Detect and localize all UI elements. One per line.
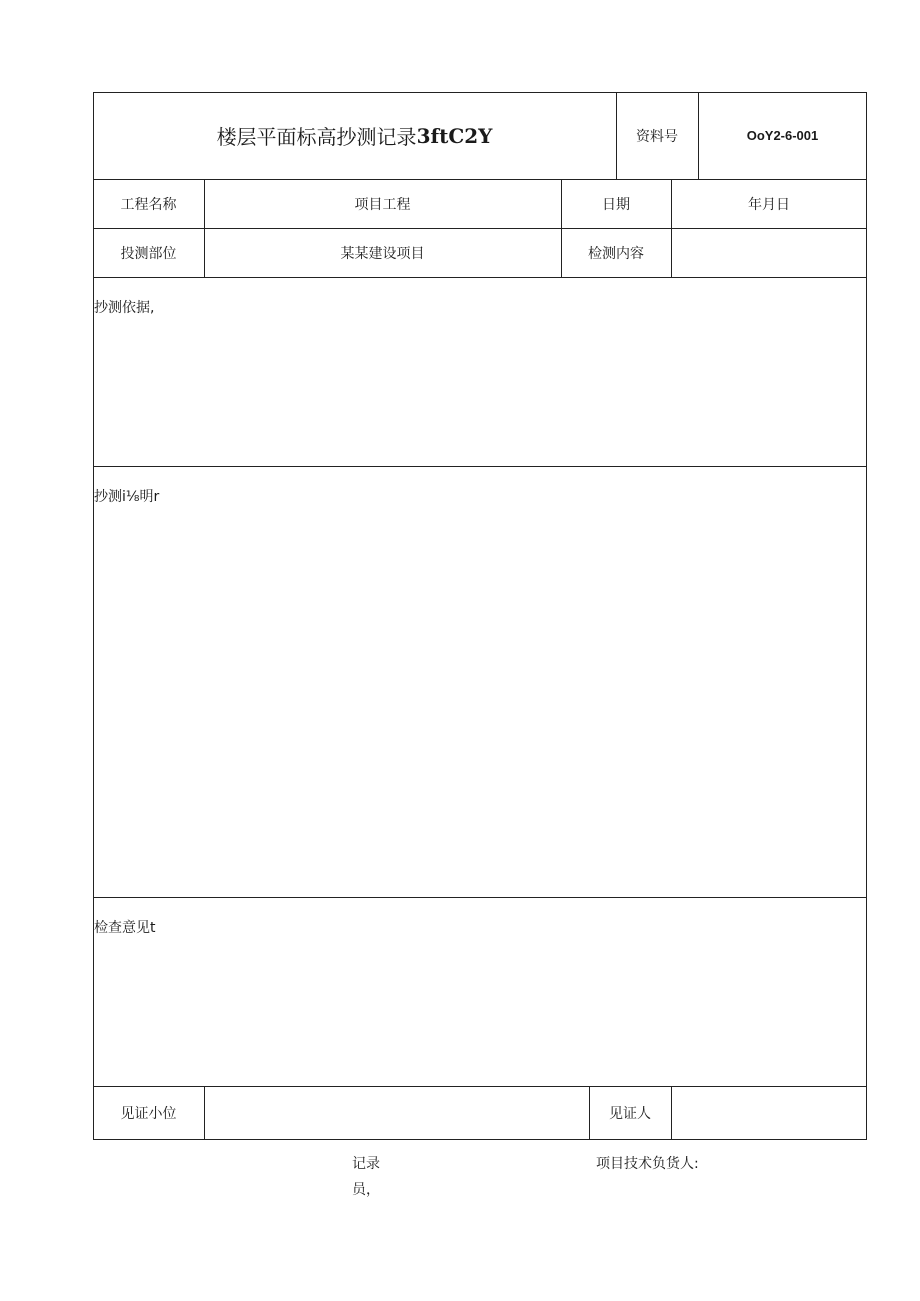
witness-unit-value[interactable]	[204, 1086, 589, 1140]
date-label: 日期	[602, 196, 630, 213]
survey-part-label: 投测部位	[120, 245, 177, 262]
form-title	[93, 92, 616, 179]
rule-basis-bottom	[93, 466, 867, 467]
description-area[interactable]	[94, 507, 866, 896]
description-label: 抄测i⅛明r	[94, 489, 160, 505]
recorder-label-line1: 记录	[352, 1156, 380, 1172]
check-content-label: 检测内容	[588, 245, 644, 262]
project-name-label: 工程名称	[120, 196, 177, 213]
project-name-value[interactable]: 项目工程	[354, 196, 411, 213]
doc-no-value: OoY2-6-001	[746, 128, 819, 143]
rule-description-bottom	[93, 897, 867, 898]
tech-lead-label: 项目技术负货人:	[596, 1156, 699, 1172]
witness-person-value[interactable]	[671, 1086, 867, 1140]
form-title-suffix: 3ftC2Y	[416, 123, 493, 148]
witness-unit-label: 见证小位	[120, 1106, 177, 1122]
basis-area[interactable]	[94, 318, 866, 465]
rule-row2-bottom	[93, 277, 867, 278]
basis-label: 抄测依据,	[94, 300, 155, 316]
form-title-cn: 楼层平面标高抄测记录	[216, 125, 417, 149]
doc-no-label: 资料号	[636, 128, 678, 145]
recorder-label-line2: 员，	[352, 1182, 380, 1198]
opinion-area[interactable]	[94, 938, 866, 1085]
check-content-value[interactable]	[671, 228, 867, 277]
date-value[interactable]: 年月日	[748, 196, 790, 213]
survey-part-value[interactable]: 某某建设项目	[340, 245, 425, 262]
opinion-label: 检查意见t	[94, 920, 156, 936]
witness-person-label: 见证人	[609, 1106, 651, 1122]
